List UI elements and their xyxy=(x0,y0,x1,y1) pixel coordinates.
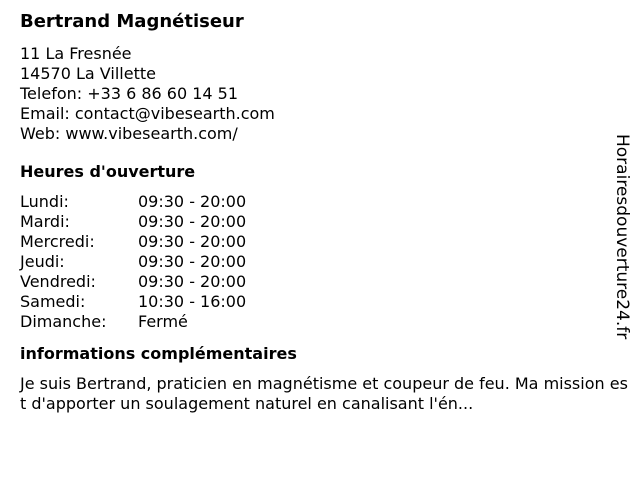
hours-time: 09:30 - 20:00 xyxy=(138,252,247,271)
website-line: Web: www.vibesearth.com/ xyxy=(20,124,238,143)
hours-row-monday xyxy=(20,192,620,212)
additional-info-text: Je suis Bertrand, praticien en magnétisme et coupeur de feu. Ma mission est d'apporter un soulagement naturel en canalisant l'én... xyxy=(20,374,628,413)
hours-day: Jeudi: xyxy=(20,252,65,271)
address-line-street: 11 La Fresnée xyxy=(20,44,132,63)
opening-hours-table xyxy=(20,192,620,332)
hours-row-sunday xyxy=(20,312,620,332)
hours-time: 09:30 - 20:00 xyxy=(138,212,247,231)
hours-time: 09:30 - 20:00 xyxy=(138,272,247,291)
hours-time: 09:30 - 20:00 xyxy=(138,232,247,251)
hours-row-wednesday xyxy=(20,232,620,252)
hours-time: Fermé xyxy=(138,312,188,331)
site-watermark: Horairesdouverture24.fr xyxy=(612,134,632,340)
hours-row-saturday xyxy=(20,292,620,312)
hours-time: 10:30 - 16:00 xyxy=(138,292,247,311)
hours-day: Mardi: xyxy=(20,212,70,231)
hours-day: Mercredi: xyxy=(20,232,95,251)
hours-day: Lundi: xyxy=(20,192,69,211)
hours-day: Samedi: xyxy=(20,292,86,311)
hours-row-tuesday xyxy=(20,212,620,232)
email-line: Email: contact@vibesearth.com xyxy=(20,104,275,123)
hours-row-friday xyxy=(20,272,620,292)
hours-row-thursday xyxy=(20,252,620,272)
additional-info-heading: informations complémentaires xyxy=(20,344,297,363)
hours-day: Vendredi: xyxy=(20,272,96,291)
hours-day: Dimanche: xyxy=(20,312,107,331)
phone-line: Telefon: +33 6 86 60 14 51 xyxy=(20,84,239,103)
address-line-city: 14570 La Villette xyxy=(20,64,156,83)
business-name: Bertrand Magnétiseur xyxy=(20,11,244,32)
hours-time: 09:30 - 20:00 xyxy=(138,192,247,211)
opening-hours-heading: Heures d'ouverture xyxy=(20,162,196,181)
